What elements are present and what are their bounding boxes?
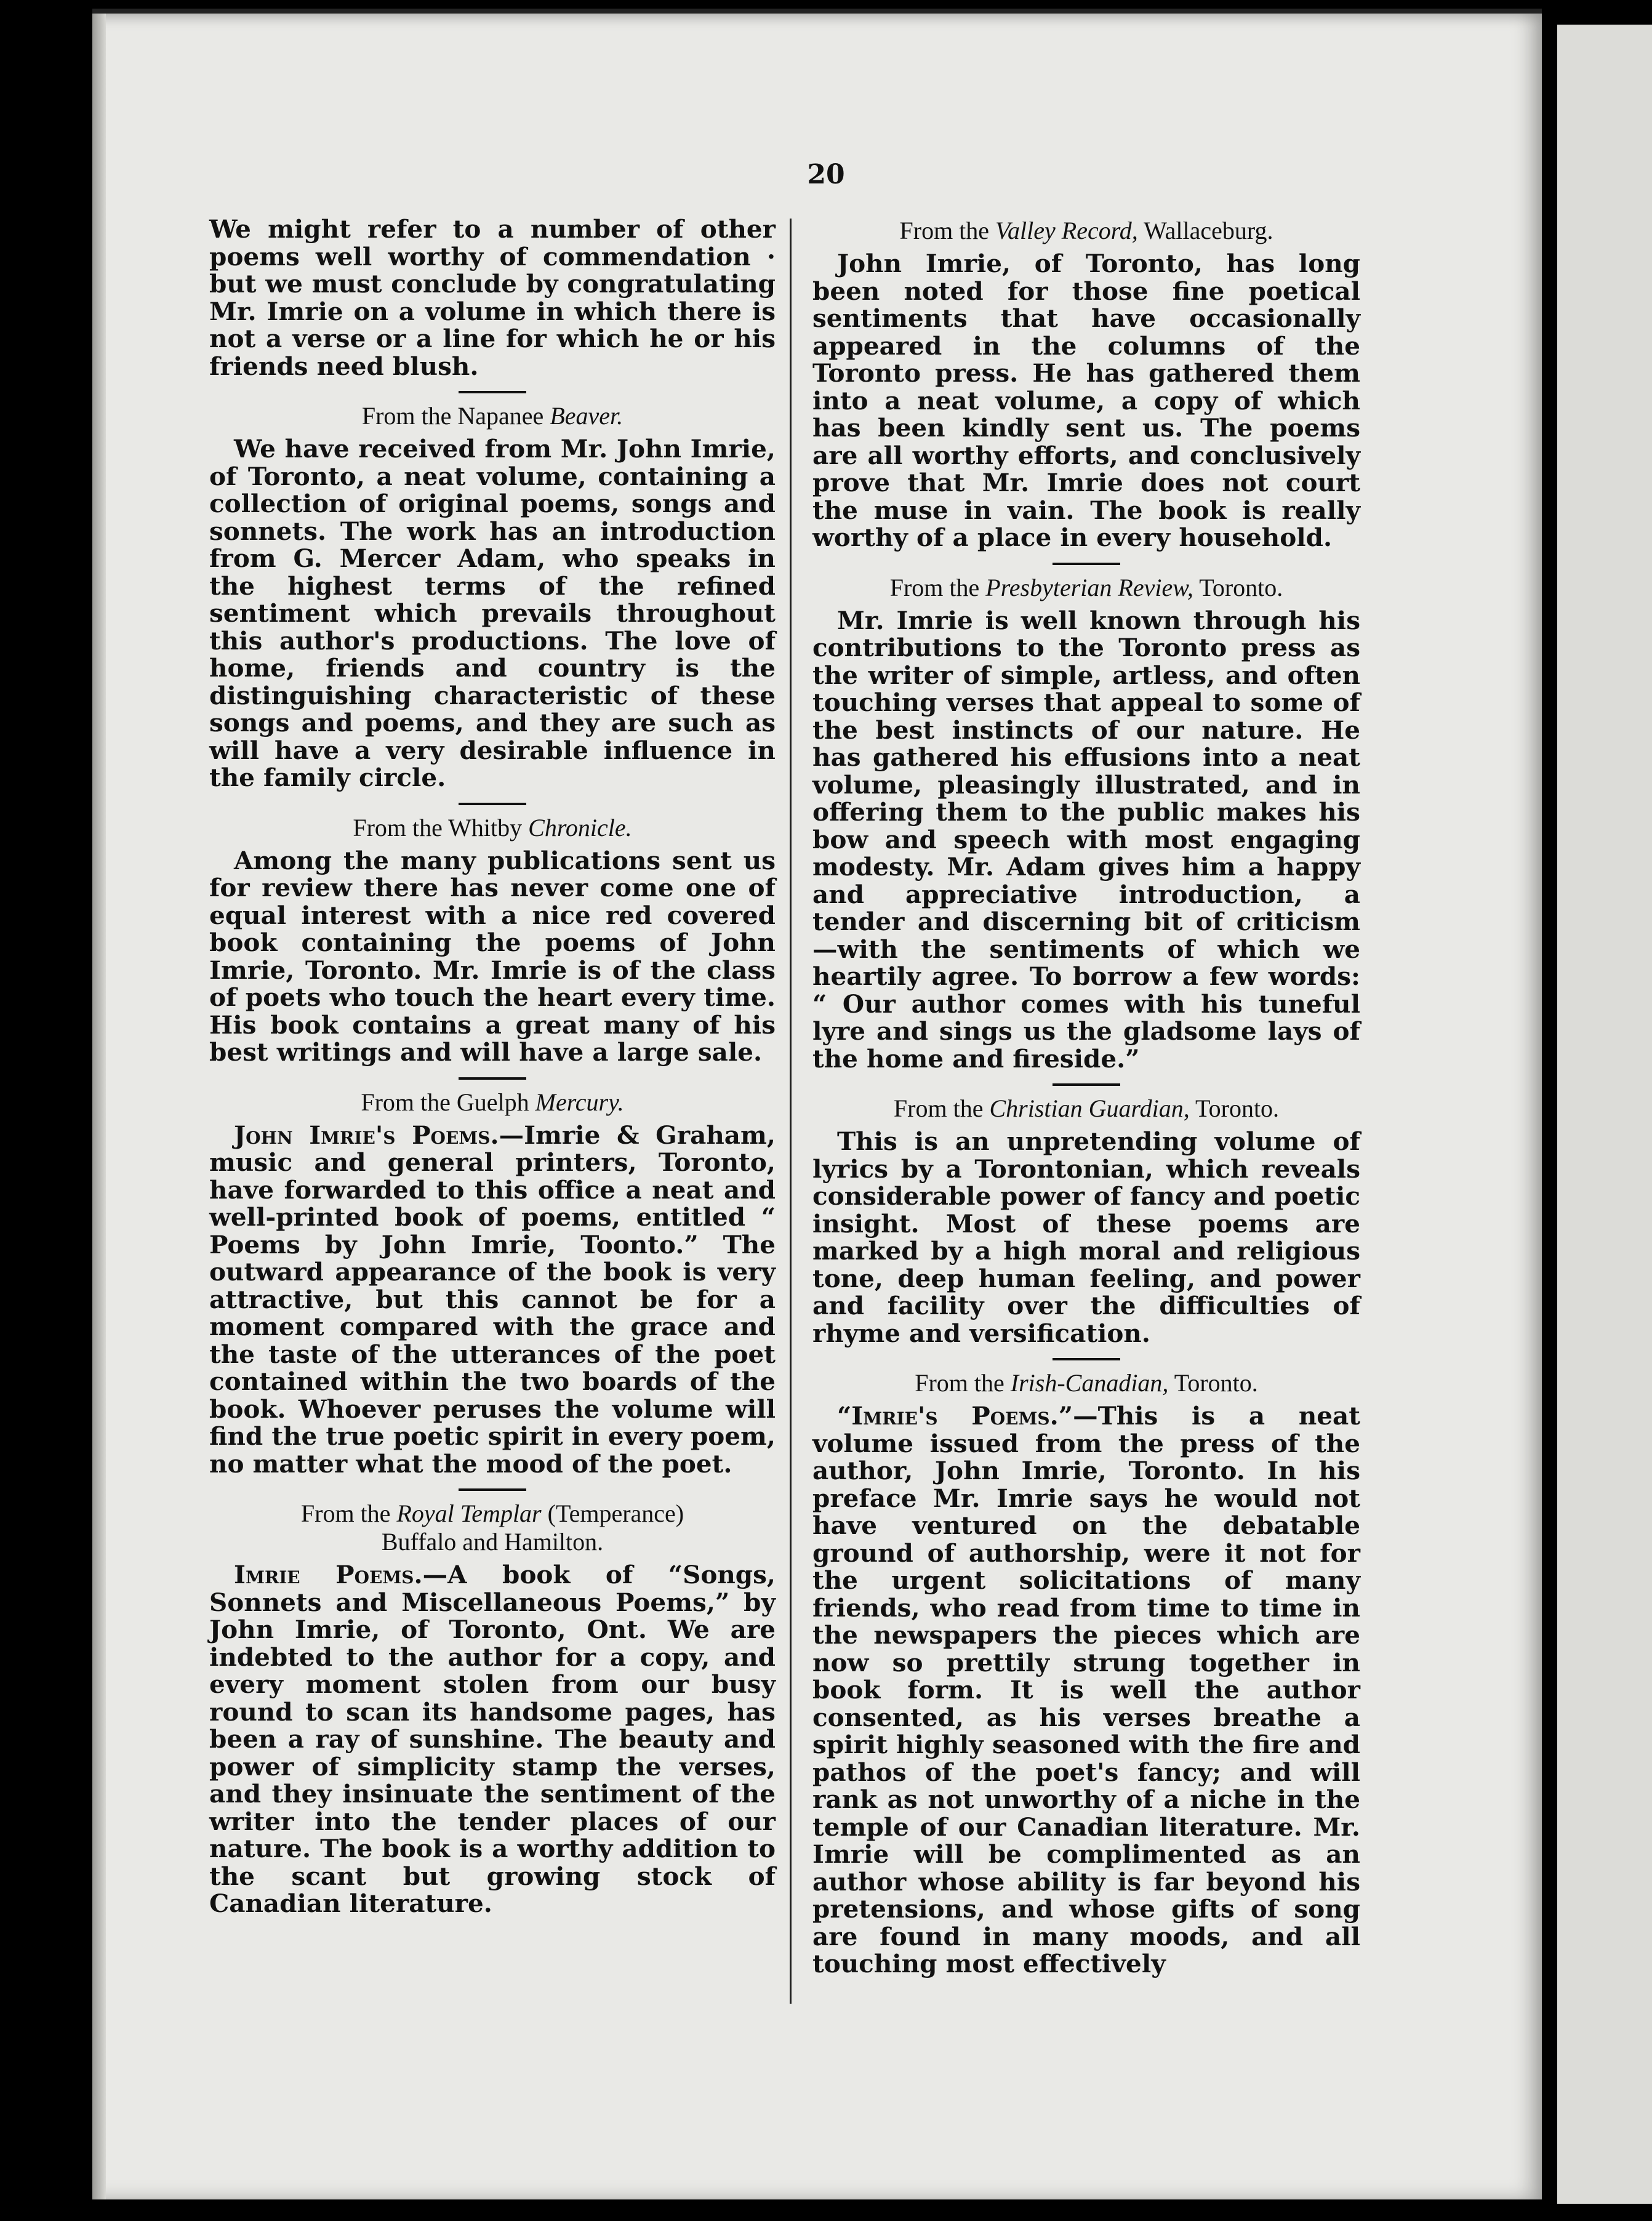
section-rule xyxy=(1053,563,1120,565)
paragraph: We have received from Mr. John Imrie, of Toronto, a neat volume, containing a collection of original poems, songs and sonnets. The work has an introduction from G. Mercer Adam, who speaks in the highest terms of the refined sentiment which prevails throughout this author's productions. The love of home, friends and country is the distinguishing characteristic of these songs and poems, and they are such as will have a very desirable influence in the family circle. xyxy=(209,434,776,792)
source-heading xyxy=(209,402,776,430)
paragraph xyxy=(209,1561,776,1918)
paragraph: John Imrie, of Toronto, has long been noted for those fine poetical sentiments that have occasionally appeared in the columns of the Toronto press. He has gathered them into a neat volume, a copy of which has been kindly sent us. The poems are all worthy efforts, and conclusively prove that Mr. Imrie does not court the muse in vain. The book is really worthy of a place in every household. xyxy=(812,249,1360,552)
source-heading xyxy=(812,1094,1360,1123)
section-rule xyxy=(1053,1083,1120,1086)
paragraph: We might refer to a number of other poems well worthy of commendation · but we must conclude by congratulating Mr. Imrie on a volume in which there is not a verse or a line for which he or his friends need blush. xyxy=(209,214,776,381)
left-column xyxy=(209,215,776,1918)
source-prefix: From the xyxy=(893,1094,990,1122)
paragraph-body: —Imrie & Graham, music and general printers, Toronto, have forwarded to this office a neat and well-printed book of poems, entitled “ Poems by John Imrie, Toonto.” The outward appearance of the book is very attractive, but this cannot be for a moment compared with the grace and the taste of the utterances of the poet contained within the two boards of the book. Whoever peruses the volume will find the true poetic spirit in every poem, no matter what the mood of the poet. xyxy=(209,1120,776,1479)
item-lead: “Imrie's Poems.” xyxy=(837,1401,1073,1431)
source-heading xyxy=(812,574,1360,602)
source-prefix: From the xyxy=(899,217,996,244)
source-heading xyxy=(812,217,1360,245)
publication-name: Royal Templar xyxy=(396,1500,542,1527)
source-prefix: From the xyxy=(915,1369,1011,1397)
source-suffix: Toronto. xyxy=(1168,1369,1258,1397)
source-prefix: From the Guelph xyxy=(361,1088,535,1116)
paragraph-body: —A book of “Songs, Sonnets and Miscellaneous Poems,” by John Imrie, of Toronto, Ont. We are indebted to the author for a copy, and every moment stolen from our busy round to scan its handsome pages, has been a ray of sunshine. The beauty and power of simplicity stamp the verses, and they insinuate the sentiment of the writer into the tender places of our nature. The book is a worthy addition to the scant but growing stock of Canadian literature. xyxy=(209,1560,776,1918)
page-number: 20 xyxy=(807,159,845,190)
source-prefix: From the Napanee xyxy=(361,402,550,430)
source-prefix: From the xyxy=(300,1500,397,1527)
paragraph: Mr. Imrie is well known through his contributions to the Toronto press as the writer of simple, artless, and often touching verses that appeal to some of the best instincts of our nature. He has gathered his effusions into a neat volume, pleasingly illustrated, and in offering them to the public makes his bow and speech with most engaging modesty. Mr. Adam gives him a happy and appreciative introduction, a tender and discerning bit of criticism —with the sentiments of which we heartily agree. To borrow a few words: “ Our author comes with his tuneful lyre and sings us the gladsome lays of the home and fireside.” xyxy=(812,605,1360,1074)
source-suffix: (Temperance) xyxy=(541,1500,684,1527)
source-location: Buffalo and Hamilton. xyxy=(381,1528,604,1556)
publication-name: Christian Guardian, xyxy=(989,1094,1190,1122)
section-rule xyxy=(1053,1358,1120,1360)
source-heading xyxy=(209,814,776,842)
item-lead: John Imrie's Poems. xyxy=(234,1120,499,1150)
source-heading xyxy=(209,1088,776,1117)
paragraph xyxy=(812,1402,1360,1978)
paragraph-body: —This is a neat volume issued from the press of the author, John Imrie, Toronto. In his preface Mr. Imrie says he would not have ventured on the debatable ground of authorship, were it not for the urgent solicitations of many friends, who read from time to time in the newspapers the pieces which are now so prettily strung together in book form. It is well the author consented, as his verses breathe a spirit highly seasoned with the fire and pathos of the poet's fancy; and will rank as not unworthy of a niche in the temple of our Canadian literature. Mr. Imrie will be complimented as an author whose ability is far beyond his pretensions, and whose gifts of song are found in many moods, and all touching most effectively xyxy=(812,1401,1360,1978)
source-suffix: Toronto. xyxy=(1193,573,1283,601)
publication-name: Presbyterian Review, xyxy=(985,573,1193,601)
source-suffix: Toronto. xyxy=(1189,1094,1280,1122)
publication-name: Beaver. xyxy=(550,402,624,430)
source-heading xyxy=(209,1500,776,1556)
paragraph: This is an unpretending volume of lyrics by a Torontonian, which reveals considerable power of fancy and poetic insight. Most of these poems are marked by a high moral and religious tone, deep human feeling, and power and facility over the difficulties of rhyme and versification. xyxy=(812,1127,1360,1348)
paragraph: Among the many publications sent us for review there has never come one of equal interest with a nice red covered book containing the poems of John Imrie, Toronto. Mr. Imrie is of the class of poets who touch the heart every time. His book contains a great many of his best writings and will have a large sale. xyxy=(209,845,776,1067)
publication-name: Mercury. xyxy=(535,1088,624,1116)
source-heading xyxy=(812,1369,1360,1397)
page-binding-shadow xyxy=(92,11,106,2199)
source-prefix: From the xyxy=(889,573,986,601)
section-rule xyxy=(459,391,526,393)
column-divider xyxy=(790,219,792,2004)
publication-name: Valley Record, xyxy=(995,217,1138,244)
right-column xyxy=(812,215,1360,1978)
publication-name: Irish-Canadian, xyxy=(1010,1369,1169,1397)
page-top-border xyxy=(92,9,1542,14)
source-prefix: From the Whitby xyxy=(353,813,529,841)
item-lead: Imrie Poems. xyxy=(234,1560,423,1589)
paragraph xyxy=(209,1122,776,1478)
section-rule xyxy=(459,1488,526,1491)
adjacent-page-edge xyxy=(1557,25,1652,2204)
publication-name: Chronicle. xyxy=(528,813,632,841)
section-rule xyxy=(459,1077,526,1080)
source-suffix: Wallaceburg. xyxy=(1137,217,1273,244)
section-rule xyxy=(459,803,526,805)
